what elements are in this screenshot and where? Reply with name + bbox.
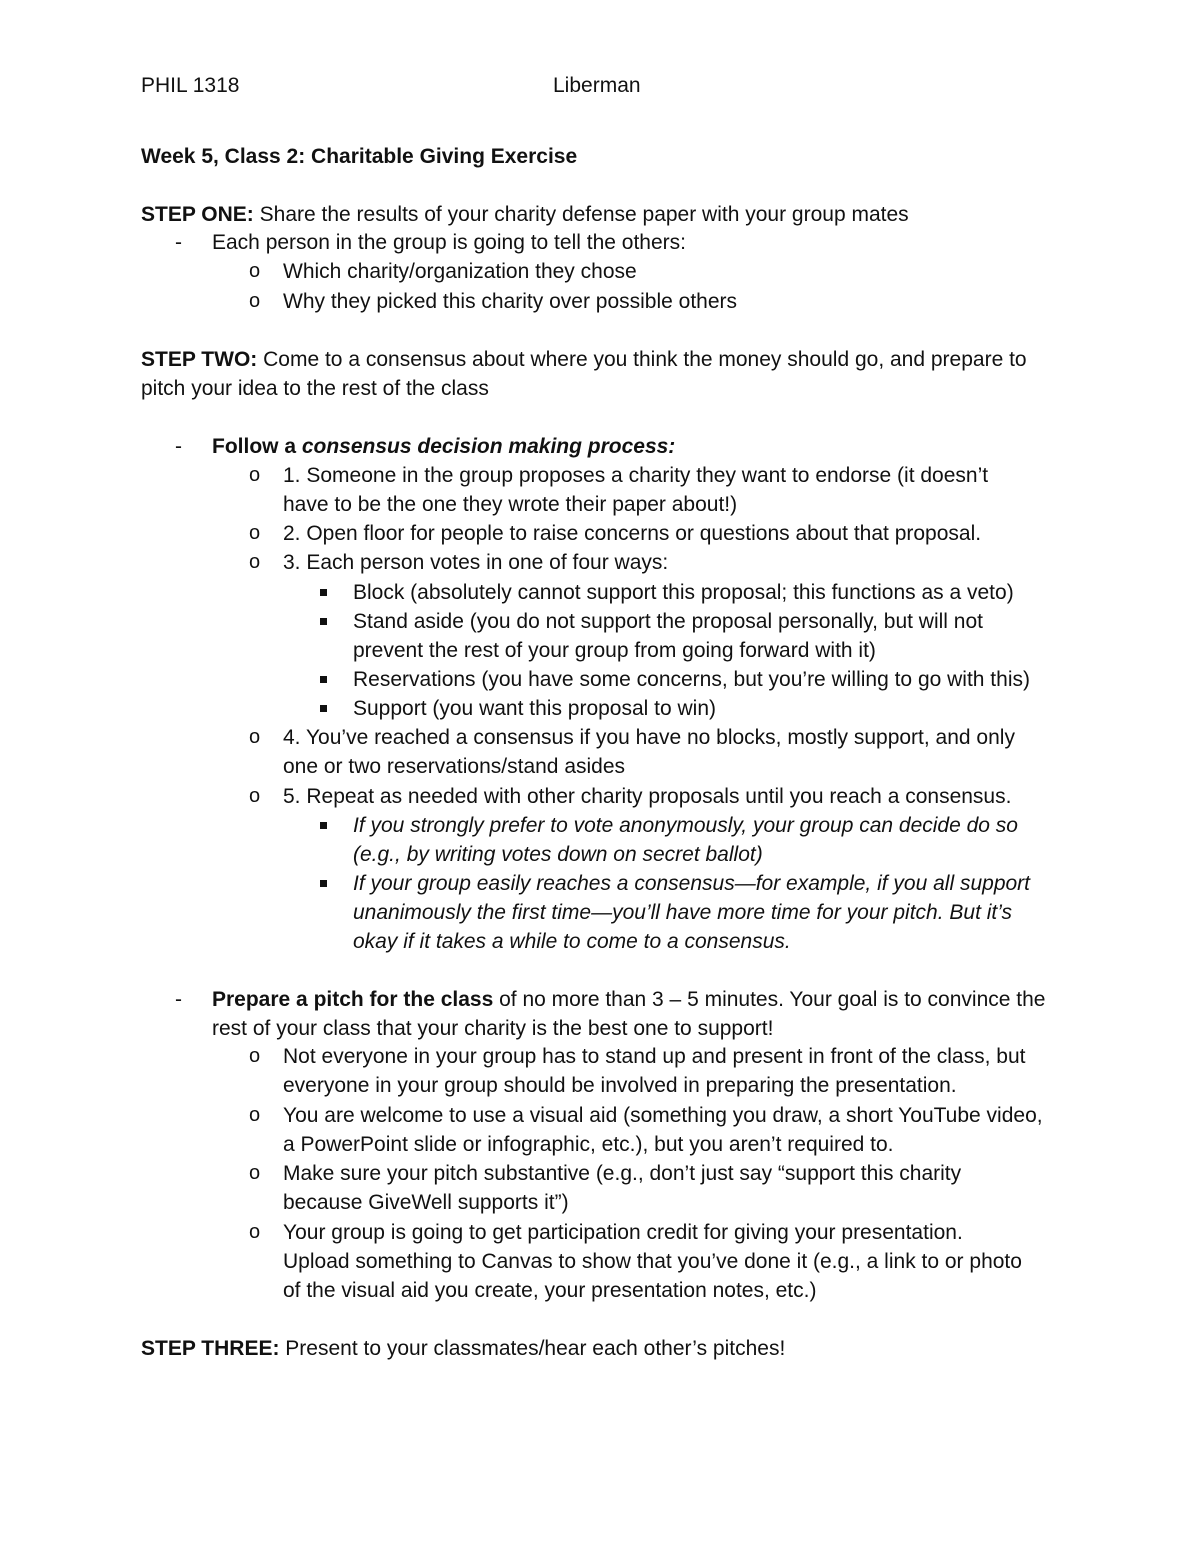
pitch-item: Your group is going to get participation credit for giving your presentation. <box>283 1221 963 1244</box>
process-item-5: 5. Repeat as needed with other charity proposals until you reach a consensus. <box>283 785 1012 808</box>
circle-bullet: o <box>249 464 261 486</box>
process-note-text: unanimously the first time—you’ll have more time for your pitch. But it’s <box>353 901 1013 924</box>
circle-bullet: o <box>249 726 261 748</box>
step-two-label: STEP TWO: <box>141 348 258 371</box>
pitch-item: Not everyone in your group has to stand up and present in front of the class, but <box>283 1045 1026 1068</box>
title-text: Week 5, Class 2: Charitable Giving Exercise <box>141 145 578 168</box>
dash-bullet: - <box>175 231 182 254</box>
pitch-item-cont: a PowerPoint slide or infographic, etc.), but you aren’t required to. <box>283 1133 894 1156</box>
process-lead-italic: consensus decision making process: <box>301 435 676 458</box>
process-item-1: 1. Someone in the group proposes a charity they want to endorse (it doesn’t <box>283 464 989 487</box>
vote-option: Block (absolutely cannot support this proposal; this functions as a veto) <box>353 581 1014 604</box>
step-two-heading <box>141 345 1027 374</box>
vote-option-cont: prevent the rest of your group from going forward with it) <box>353 639 876 662</box>
pitch-item-cont: Upload something to Canvas to show that you’ve done it (e.g., a link to or photo <box>283 1250 1022 1273</box>
vote-option: Stand aside (you do not support the proposal personally, but will not <box>353 610 983 633</box>
step-three-label: STEP THREE: <box>141 1337 280 1360</box>
circle-bullet: o <box>249 1045 261 1067</box>
circle-bullet: o <box>249 1221 261 1243</box>
process-item-3: 3. Each person votes in one of four ways: <box>283 551 669 574</box>
process-item-2: 2. Open floor for people to raise concerns or questions about that proposal. <box>283 522 982 545</box>
dash-bullet: - <box>175 435 182 458</box>
pitch-lead-rest: of no more than 3 – 5 minutes. Your goal is to convince the <box>493 988 1046 1011</box>
circle-bullet: o <box>249 785 261 807</box>
process-note-cont <box>353 840 763 869</box>
pitch-lead <box>212 985 1045 1014</box>
circle-bullet: o <box>249 1162 261 1184</box>
process-note <box>353 811 1018 840</box>
circle-bullet: o <box>249 1104 261 1126</box>
step-one-sub-item: Which charity/organization they chose <box>283 260 637 283</box>
process-note-text: If your group easily reaches a consensus—for example, if you all support <box>353 872 1031 895</box>
process-item-4: 4. You’ve reached a consensus if you have no blocks, mostly support, and only <box>283 726 1015 749</box>
course-code: PHIL 1318 <box>141 74 240 97</box>
process-note-cont <box>353 898 1012 927</box>
process-item-1-cont: have to be the one they wrote their paper about!) <box>283 493 738 516</box>
square-bullet <box>320 705 327 712</box>
circle-bullet: o <box>249 522 261 544</box>
step-one-bullet: Each person in the group is going to tell the others: <box>212 231 686 254</box>
vote-option: Support (you want this proposal to win) <box>353 697 717 720</box>
circle-bullet: o <box>249 551 261 573</box>
pitch-item: Make sure your pitch substantive (e.g., don’t just say “support this charity <box>283 1162 962 1185</box>
square-bullet <box>320 618 327 625</box>
pitch-item-cont: of the visual aid you create, your presentation notes, etc.) <box>283 1279 817 1302</box>
step-one-heading <box>141 200 909 229</box>
pitch-item: You are welcome to use a visual aid (something you draw, a short YouTube video, <box>283 1104 1043 1127</box>
process-lead-text: Follow a <box>212 435 302 458</box>
square-bullet <box>320 880 327 887</box>
pitch-item-cont: everyone in your group should be involved in preparing the presentation. <box>283 1074 957 1097</box>
square-bullet <box>320 676 327 683</box>
process-note-text: okay if it takes a while to come to a consensus. <box>353 930 791 953</box>
process-note-cont <box>353 927 791 956</box>
pitch-lead-bold: Prepare a pitch for the class <box>212 988 494 1011</box>
dash-bullet: - <box>175 988 182 1011</box>
process-note-text: (e.g., by writing votes down on secret ballot) <box>353 843 763 866</box>
step-one-text: Share the results of your charity defense paper with your group mates <box>253 203 909 226</box>
step-one-label: STEP ONE: <box>141 203 254 226</box>
square-bullet <box>320 589 327 596</box>
step-two-text-cont: pitch your idea to the rest of the class <box>141 377 489 400</box>
pitch-item-cont: because GiveWell supports it”) <box>283 1191 569 1214</box>
pitch-lead-cont: rest of your class that your charity is the best one to support! <box>212 1017 774 1040</box>
process-lead <box>212 432 675 461</box>
step-two-text: Come to a consensus about where you think the money should go, and prepare to <box>257 348 1027 371</box>
step-three-heading <box>141 1334 785 1363</box>
circle-bullet: o <box>249 260 261 282</box>
instructor-name: Liberman <box>553 74 641 97</box>
step-one-sub-item: Why they picked this charity over possible others <box>283 290 738 313</box>
step-three-text: Present to your classmates/hear each other’s pitches! <box>279 1337 786 1360</box>
process-note <box>353 869 1030 898</box>
page-title <box>141 142 577 171</box>
process-item-4-cont: one or two reservations/stand asides <box>283 755 626 778</box>
circle-bullet: o <box>249 290 261 312</box>
square-bullet <box>320 822 327 829</box>
process-note-text: If you strongly prefer to vote anonymously, your group can decide do so <box>353 814 1018 837</box>
vote-option: Reservations (you have some concerns, but you’re willing to go with this) <box>353 668 1030 691</box>
